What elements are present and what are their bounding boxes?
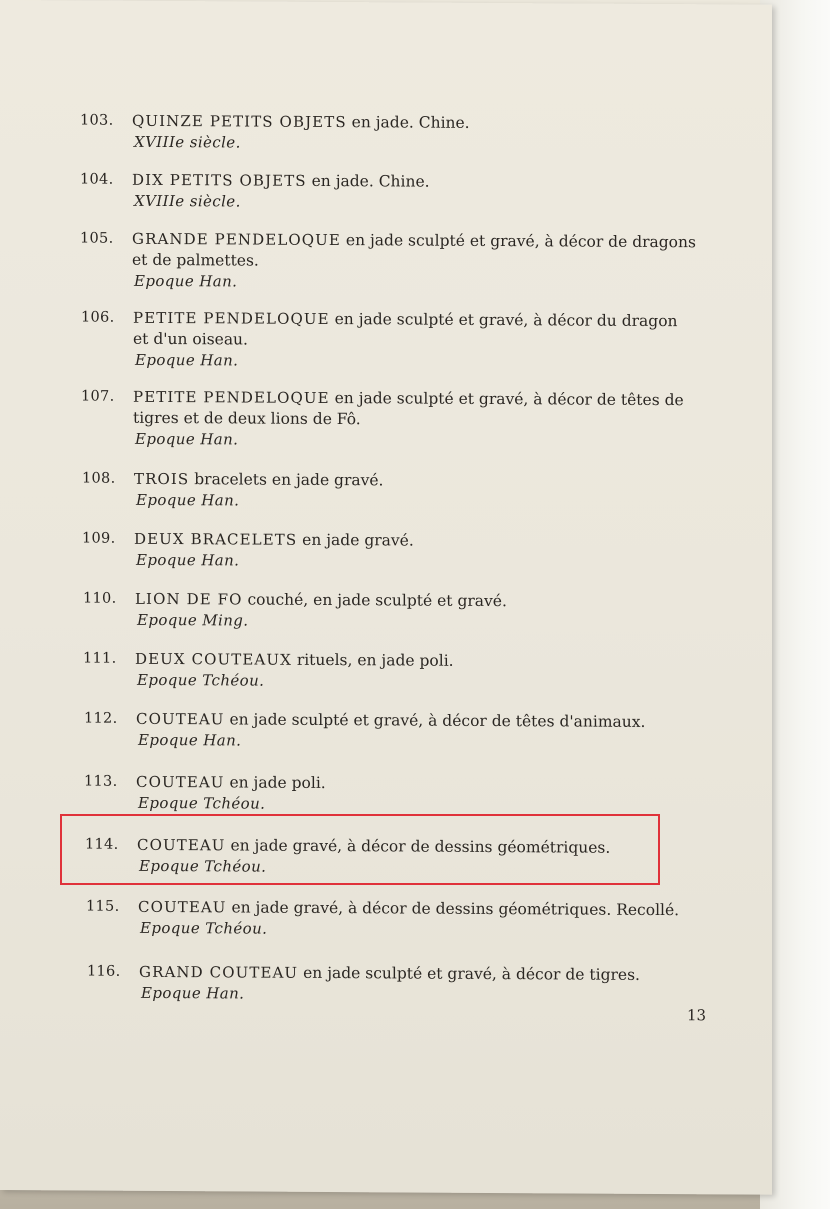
lot-title: COUTEAU <box>138 897 227 917</box>
lot-description-cont: et d'un oiseau. <box>133 329 248 349</box>
lot-description: en jade. Chine. <box>306 171 430 191</box>
page-number: 13 <box>687 1006 707 1025</box>
lot-title: DEUX COUTEAUX <box>135 649 292 669</box>
lot-number: 116. <box>87 963 121 980</box>
lot-title: DIX PETITS OBJETS <box>132 170 307 190</box>
lot-title: QUINZE PETITS OBJETS <box>132 111 347 132</box>
lot-number: 114. <box>85 836 119 853</box>
lot-description: en jade sculpté et gravé, à décor de têtes de <box>329 389 684 410</box>
lot-number: 103. <box>80 112 114 129</box>
lot-title: DEUX BRACELETS <box>134 529 298 549</box>
lot-epoch: Epoque Han. <box>136 490 240 510</box>
lot-description: en jade gravé, à décor de dessins géométriques. Recollé. <box>226 898 680 920</box>
lot-title: PETITE PENDELOQUE <box>133 308 330 329</box>
lot-description: en jade. Chine. <box>346 113 470 132</box>
lot-title: LION DE FO <box>135 589 243 609</box>
lot-number: 112. <box>84 710 118 727</box>
lot-epoch: Epoque Han. <box>135 429 239 449</box>
lot-number: 108. <box>82 470 116 487</box>
lot-number: 113. <box>84 773 118 790</box>
lot-epoch: Epoque Han. <box>134 271 238 291</box>
lot-description: bracelets en jade gravé. <box>189 470 384 490</box>
lot-number: 111. <box>83 650 117 667</box>
lot-title: GRAND COUTEAU <box>139 962 299 982</box>
lot-epoch: Epoque Han. <box>141 983 245 1003</box>
lot-description: en jade gravé, à décor de dessins géométriques. <box>225 836 611 857</box>
lot-description: en jade sculpté et gravé, à décor du dragon <box>329 310 678 331</box>
lot-epoch: Epoque Tchéou. <box>139 856 267 876</box>
highlight-box <box>60 814 660 885</box>
lot-epoch: Epoque Tchéou. <box>138 793 266 813</box>
lot-title: COUTEAU <box>136 772 225 792</box>
lot-description: rituels, en jade poli. <box>291 650 454 670</box>
lot-epoch: Epoque Tchéou. <box>140 918 268 938</box>
lot-epoch: XVIIIe siècle. <box>134 191 241 211</box>
lot-epoch: XVIIIe siècle. <box>134 132 241 152</box>
lot-description: en jade poli. <box>224 773 326 792</box>
lot-epoch: Epoque Han. <box>136 550 240 570</box>
lot-number: 110. <box>83 590 117 607</box>
lot-title: GRANDE PENDELOQUE <box>132 229 341 250</box>
lot-description: en jade sculpté et gravé, à décor de tigres. <box>298 963 640 984</box>
lot-description: couché, en jade sculpté et gravé. <box>242 590 507 611</box>
lot-epoch: Epoque Ming. <box>137 610 249 630</box>
lot-number: 104. <box>80 171 114 188</box>
lot-number: 106. <box>81 309 115 326</box>
lot-title: TROIS <box>134 469 190 489</box>
lot-number: 105. <box>80 230 114 247</box>
lot-epoch: Epoque Han. <box>135 350 239 370</box>
lot-description-cont: tigres et de deux lions de Fô. <box>133 408 361 429</box>
lot-epoch: Epoque Han. <box>138 730 242 750</box>
lot-title: COUTEAU <box>136 709 225 729</box>
lot-description: en jade gravé. <box>297 530 414 550</box>
lot-description: en jade sculpté et gravé, à décor de dragons <box>340 231 696 252</box>
lot-description: en jade sculpté et gravé, à décor de têtes d'animaux. <box>224 710 646 731</box>
lot-description-cont: et de palmettes. <box>132 250 259 270</box>
lot-title: PETITE PENDELOQUE <box>133 387 330 408</box>
lot-number: 109. <box>82 530 116 547</box>
lot-number: 107. <box>81 388 115 405</box>
lot-title: COUTEAU <box>137 835 226 855</box>
lot-epoch: Epoque Tchéou. <box>137 670 265 690</box>
lot-number: 115. <box>86 898 120 915</box>
